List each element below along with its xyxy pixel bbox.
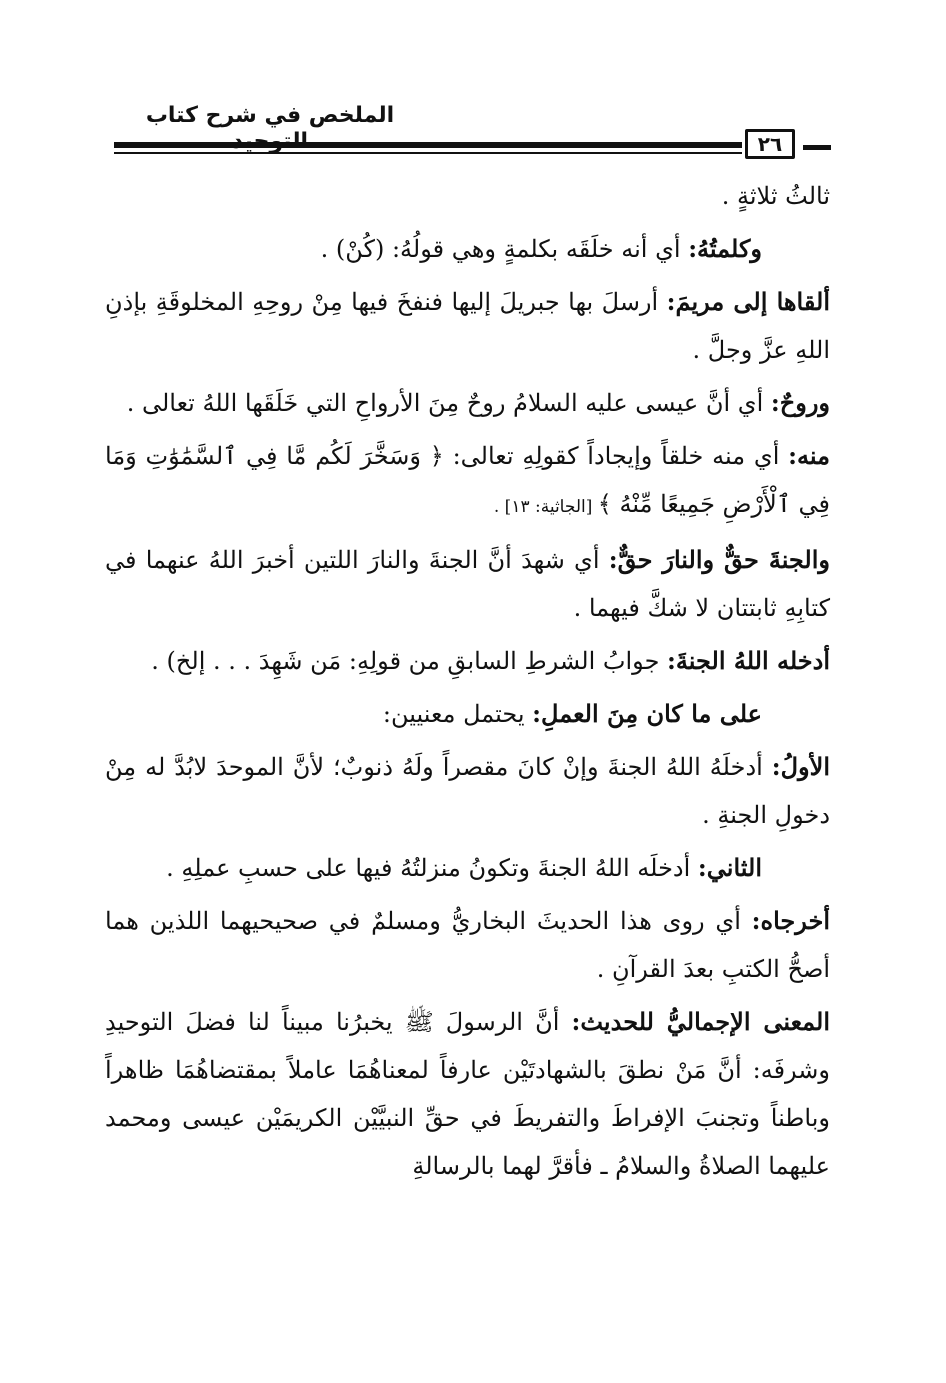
- paragraph-lemma: الثاني:: [697, 853, 762, 882]
- paragraph-text: أي أنه خلَقَه بكلمةٍ وهي قولُهُ: (كُنْ) .: [320, 235, 689, 263]
- paragraph-lemma: وروحٌ:: [770, 388, 830, 417]
- page-number: ٢٦: [745, 129, 795, 159]
- header-rule-thin: [114, 152, 742, 154]
- paragraph: [105, 536, 830, 632]
- paragraph-text: أدخلَهُ اللهُ الجنةَ وإنْ كانَ مقصراً ولَهُ ذنوبٌ؛ لأنَّ الموحدَ لابُدَّ له مِنْ دخولِ الجنةِ .: [105, 753, 830, 829]
- paragraph-text: أي منه خلقاً وإيجاداً كقولِهِ تعالى: ﴿ وَسَخَّرَ لَكُم مَّا فِي ٱلسَّمَٰوَٰتِ وَمَا فِي ٱلْأَرْضِ جَمِيعًا مِّنْهُ ﴾: [105, 442, 830, 518]
- paragraph: [105, 172, 830, 220]
- paragraph: [105, 225, 830, 273]
- paragraph: [105, 897, 830, 993]
- paragraph: [105, 844, 830, 892]
- paragraph-text: أدخلَه اللهُ الجنةَ وتكونُ منزلتُهُ فيها على حسبِ عملِهِ .: [166, 854, 698, 882]
- header-rule-thick: [114, 142, 742, 148]
- paragraph-text: يحتمل معنيين:: [382, 700, 533, 728]
- paragraph-text: جوابُ الشرطِ السابقِ من قولِهِ: مَن شَهِدَ . . . إلخ) .: [151, 647, 668, 675]
- paragraph-lemma: أخرجاه:: [751, 906, 830, 935]
- paragraph-lemma: وكلمتُهُ:: [688, 234, 762, 263]
- paragraph-lemma: على ما كان مِنَ العملِ:: [532, 699, 762, 728]
- paragraph-text: أي أنَّ عيسى عليه السلامُ روحٌ مِنَ الأرواحِ التي خَلَقَها اللهُ تعالى .: [126, 389, 771, 417]
- page-number-dash: [803, 145, 831, 150]
- book-title: الملخص في شرح كتاب: [145, 103, 395, 128]
- paragraph-text: أرسلَ بها جبريلَ إليها فنفخَ فيها مِنْ روحِهِ المخلوقَةِ بإذنِ اللهِ عزَّ وجلَّ .: [105, 288, 830, 364]
- paragraph: [105, 998, 830, 1190]
- paragraph-lemma: ألقاها إلى مريمَ:: [666, 287, 830, 316]
- paragraph: [105, 637, 830, 685]
- page-body: [105, 172, 830, 1195]
- paragraph-text: أنَّ الرسولَ ﷺ يخبرُنا مبيناً لنا فضلَ التوحيدِ وشرفَه: أنَّ مَنْ نطقَ بالشهادتَيْن عارفاً لمعناهُمَا عاملاً بمقتضاهُمَا ظاهراً وباطناً وتجنبَ الإفراطَ والتفريطَ في حقِّ النبيَّيْن الكريمَيْن عيسى ومحمد عليهما الصلاةُ والسلامُ ـ فأقرَّ لهما بالرسالةِ: [105, 1008, 830, 1180]
- paragraph: [105, 379, 830, 427]
- paragraph-text: أي شهدَ أنَّ الجنةَ والنارَ اللتين أخبرَ اللهُ عنهما في كتابِهِ ثابتتان لا شكَّ فيهما .: [105, 546, 830, 622]
- paragraph: [105, 278, 830, 374]
- paragraph-lemma: والجنةَ حقٌّ والنارَ حقٌّ:: [608, 545, 830, 574]
- paragraph: [105, 743, 830, 839]
- paragraph-text: أي روى هذا الحديثَ البخاريُّ ومسلمٌ في صحيحيهما اللذين هما أصحُّ الكتبِ بعدَ القرآنِ .: [105, 907, 830, 983]
- paragraph-lemma: الأولُ:: [771, 752, 830, 781]
- paragraph-lemma: منه:: [788, 441, 830, 470]
- paragraph-text: ثالثُ ثلاثةٍ .: [721, 182, 830, 210]
- verse-reference: [الجاثية: ١٣] .: [493, 497, 598, 517]
- paragraph-lemma: المعنى الإجماليُّ للحديث:: [571, 1007, 830, 1036]
- paragraph-lemma: أدخله اللهُ الجنةَ:: [667, 646, 830, 675]
- paragraph: [105, 432, 830, 531]
- paragraph: [105, 690, 830, 738]
